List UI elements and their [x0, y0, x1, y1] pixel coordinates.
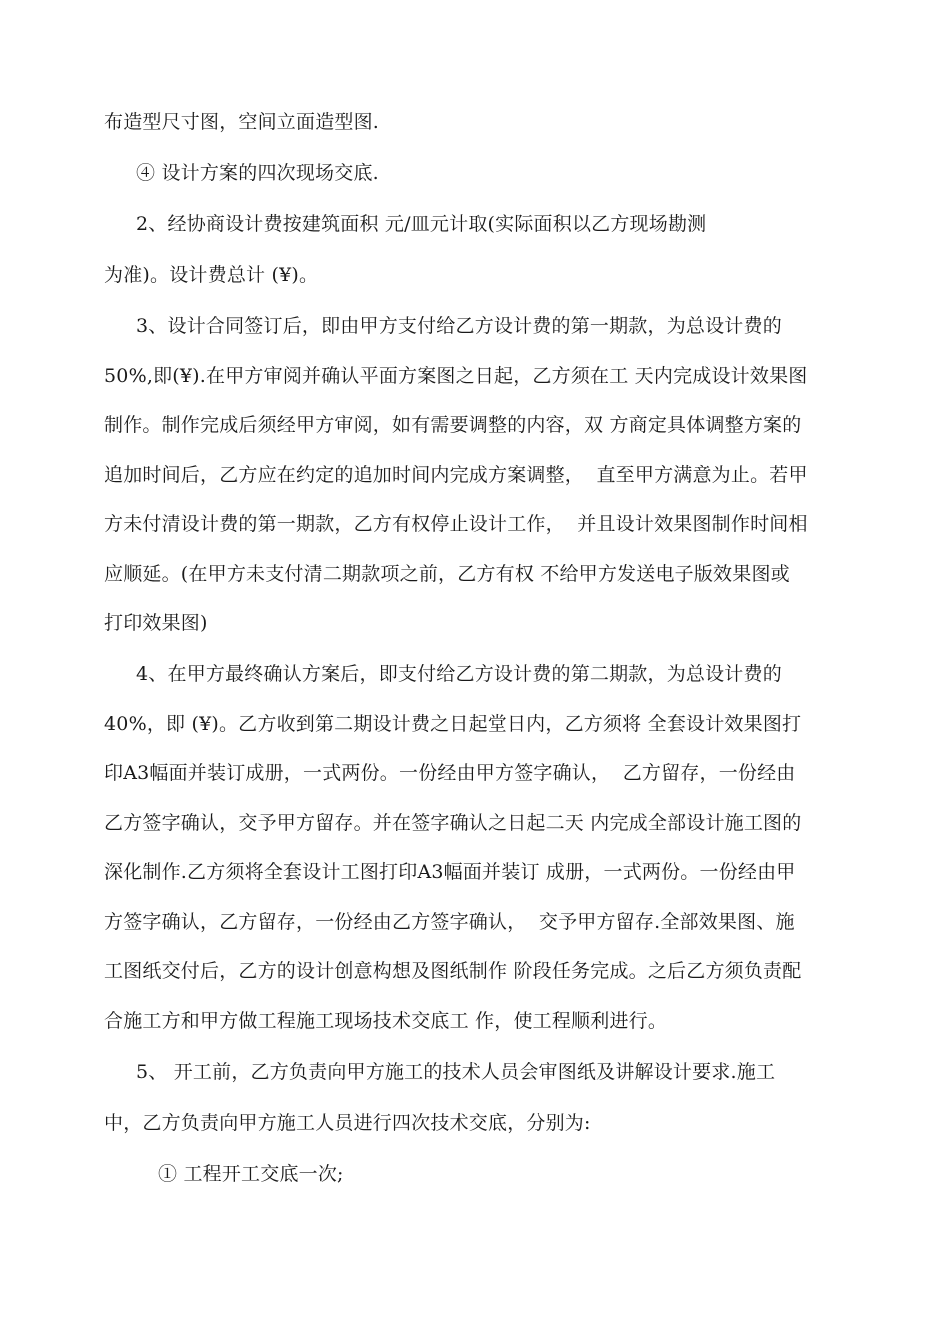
- text-line: ④ 设计方案的四次现场交底.: [136, 162, 379, 184]
- text-line: 方未付清设计费的第一期款，乙方有权停止设计工作， 并且设计效果图制作时间相: [104, 513, 808, 535]
- text-line: 为准)。设计费总计 (¥)。: [104, 264, 319, 286]
- text-line: ① 工程开工交底一次;: [158, 1163, 344, 1185]
- text-line: 制作。制作完成后须经甲方审阅，如有需要调整的内容，双 方商定具体调整方案的: [104, 414, 802, 436]
- text-line: 3、设计合同签订后，即由甲方支付给乙方设计费的第一期款，为总设计费的: [136, 315, 782, 337]
- text-line: 印A3幅面并装订成册，一式两份。一份经由甲方签字确认， 乙方留存，一份经由: [104, 762, 796, 784]
- text-line: 布造型尺寸图，空间立面造型图.: [104, 111, 380, 133]
- text-line: 中，乙方负责向甲方施工人员进行四次技术交底，分别为:: [104, 1112, 591, 1134]
- text-line: 工图纸交付后，乙方的设计创意构想及图纸制作 阶段任务完成。之后乙方须负责配: [104, 960, 802, 982]
- text-line: 应顺延。(在甲方未支付清二期款项之前，乙方有权 不给甲方发送电子版效果图或: [104, 563, 790, 585]
- text-line: 40%，即 (¥)。乙方收到第二期设计费之日起堂日内，乙方须将 全套设计效果图打: [104, 713, 802, 735]
- text-line: 方签字确认，乙方留存，一份经由乙方签字确认， 交予甲方留存.全部效果图、施: [104, 911, 795, 933]
- text-line: 5、 开工前，乙方负责向甲方施工的技术人员会审图纸及讲解设计要求.施工: [136, 1061, 776, 1083]
- text-line: 50%,即(¥).在甲方审阅并确认平面方案图之日起，乙方须在工 天内完成设计效果图: [104, 365, 808, 387]
- text-line: 4、在甲方最终确认方案后，即支付给乙方设计费的第二期款，为总设计费的: [136, 663, 782, 685]
- text-line: 打印效果图): [104, 612, 208, 634]
- text-line: 深化制作.乙方须将全套设计工图打印A3幅面并装订 成册，一式两份。一份经由甲: [104, 861, 796, 883]
- text-line: 合施工方和甲方做工程施工现场技术交底工 作，使工程顺利进行。: [104, 1010, 668, 1032]
- text-line: 乙方签字确认，交予甲方留存。并在签字确认之日起二天 内完成全部设计施工图的: [104, 812, 802, 834]
- text-line: 2、经协商设计费按建筑面积 元/皿元计取(实际面积以乙方现场勘测: [136, 213, 707, 235]
- text-line: 追加时间后，乙方应在约定的追加时间内完成方案调整， 直至甲方满意为止。若甲: [104, 464, 808, 486]
